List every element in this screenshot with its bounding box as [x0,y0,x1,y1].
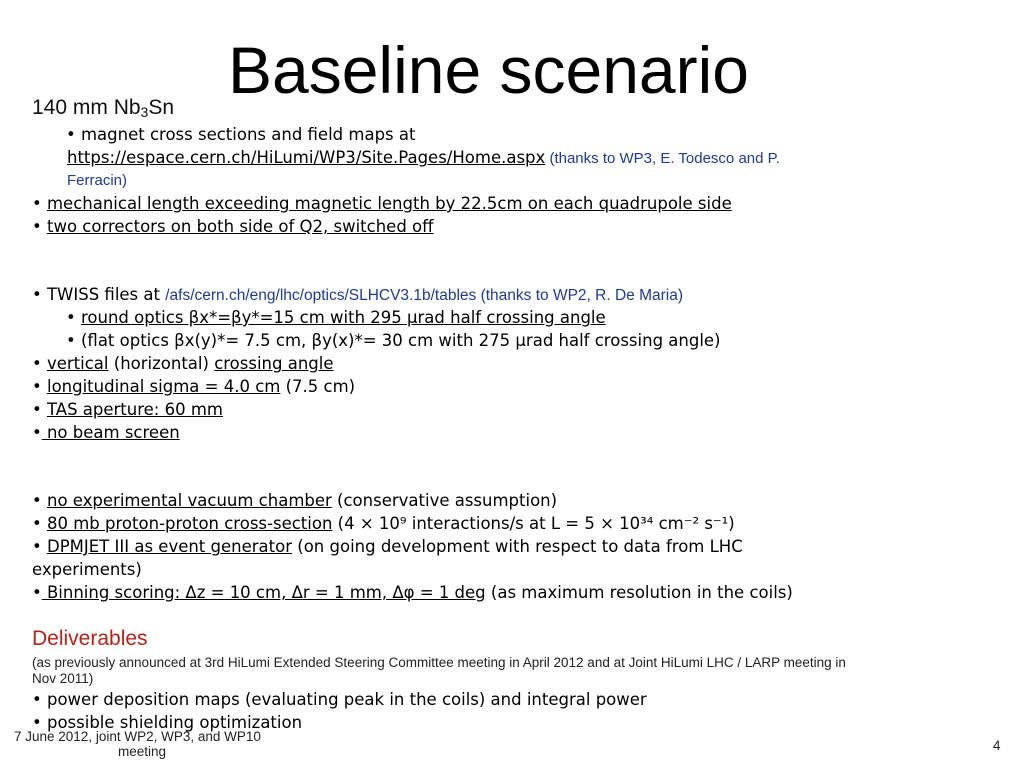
longitudinal-rest: (7.5 cm) [280,377,356,396]
cross-section-rest: (4 × 10⁹ interactions/s at L = 5 × 10³⁴ cm⁻² s⁻¹) [332,514,735,533]
footer-date-1: 7 June 2012, joint WP2, WP3, and WP10 [14,729,261,744]
longitudinal-line: • longitudinal sigma = 4.0 cm (7.5 cm) [32,377,356,396]
dpmjet-rest: (on going development with respect to data from LHC [292,537,743,556]
magnet-bullet-2: • mechanical length exceeding magnetic length by 22.5cm on each quadrupole side [32,194,732,213]
crossing-line: • vertical (horizontal) crossing angle [32,354,334,373]
page-number: 4 [993,738,1001,753]
deliverables-note-2: Nov 2011) [32,671,94,686]
magnet-link[interactable]: https://espace.cern.ch/HiLumi/WP3/Site.Pages/Home.aspx [67,148,546,167]
magnet-bullet-2-text: mechanical length exceeding magnetic length by 22.5cm on each quadrupole side [46,194,732,213]
subtitle-sub: 3 [140,104,149,120]
magnet-bullet-3-text: two correctors on both side of Q2, switched off [46,217,434,236]
twiss-thanks: (thanks to WP2, R. De Maria) [476,287,683,304]
vertical-label: vertical [46,354,109,373]
deliverable-item-2: • possible shielding optimization [32,713,303,732]
xsec-line: • 80 mb proton-proton cross-section (4 × 10⁹ interactions/s at L = 5 × 10³⁴ cm⁻² s⁻¹) [32,514,735,533]
subtitle-prefix: 140 mm Nb [32,96,141,119]
beam-screen-line: • no beam screen [32,423,180,442]
dpmjet-cont: experiments) [32,560,142,579]
tas-line: • TAS aperture: 60 mm [32,400,223,419]
magnet-link-line [67,147,780,170]
footer-date-2: meeting [118,744,167,759]
binning-line: • Binning scoring: Δz = 10 cm, Δr = 1 mm, Δφ = 1 deg (as maximum resolution in the coils) [32,583,793,602]
flat-optics: (flat optics βx(y)*= 7.5 cm, βy(x)*= 30 cm with 275 μrad half crossing angle) [80,331,721,350]
horizontal-label: (horizontal) [108,354,215,373]
dpmjet: DPMJET III as event generator [46,537,293,556]
magnet-bullet-3: • two correctors on both side of Q2, switched off [32,217,434,236]
magnet-thanks-a: (thanks to WP3, E. Todesco and P. [545,150,780,167]
page-title: Baseline scenario [228,33,749,107]
beam-screen: no beam screen [41,423,180,442]
vacuum-chamber: no experimental vacuum chamber [46,491,332,510]
vacuum-rest: (conservative assumption) [331,491,558,510]
longitudinal-sigma: longitudinal sigma = 4.0 cm [46,377,281,396]
crossing-angle-label: crossing angle [214,354,334,373]
binning-rest: (as maximum resolution in the coils) [485,583,793,602]
round-optics-line: • round optics βx*=βy*=15 cm with 295 μrad half crossing angle [66,308,606,327]
round-optics: round optics βx*=βy*=15 cm with 295 μrad half crossing angle [80,308,606,327]
magnet-bullet-1: • magnet cross sections and field maps at [66,125,416,144]
subtitle-suffix: Sn [148,96,175,119]
subtitle [32,96,174,120]
deliverables-heading: Deliverables [32,627,148,650]
deliverable-item-1: • power deposition maps (evaluating peak in the coils) and integral power [32,690,647,709]
dpmjet-line: • DPMJET III as event generator (on going development with respect to data from LHC [32,537,743,556]
twiss-line [32,284,683,307]
cross-section: 80 mb proton-proton cross-section [46,514,333,533]
flat-optics-line: • (flat optics βx(y)*= 7.5 cm, βy(x)*= 30 cm with 275 μrad half crossing angle) [66,331,721,350]
magnet-thanks-b: Ferracin) [67,172,128,189]
deliverables-note-1: (as previously announced at 3rd HiLumi Extended Steering Committee meeting in April 2012 and at Joint HiLumi LHC / LARP meeting in [32,655,846,670]
tas-aperture: TAS aperture: 60 mm [46,400,223,419]
twiss-path: /afs/cern.ch/eng/lhc/optics/SLHCV3.1b/tables [165,287,477,304]
binning-scoring: Binning scoring: Δz = 10 cm, Δr = 1 mm, Δφ = 1 deg [41,583,486,602]
vacuum-line: • no experimental vacuum chamber (conservative assumption) [32,491,558,510]
twiss-label: • TWISS files at [32,285,166,304]
